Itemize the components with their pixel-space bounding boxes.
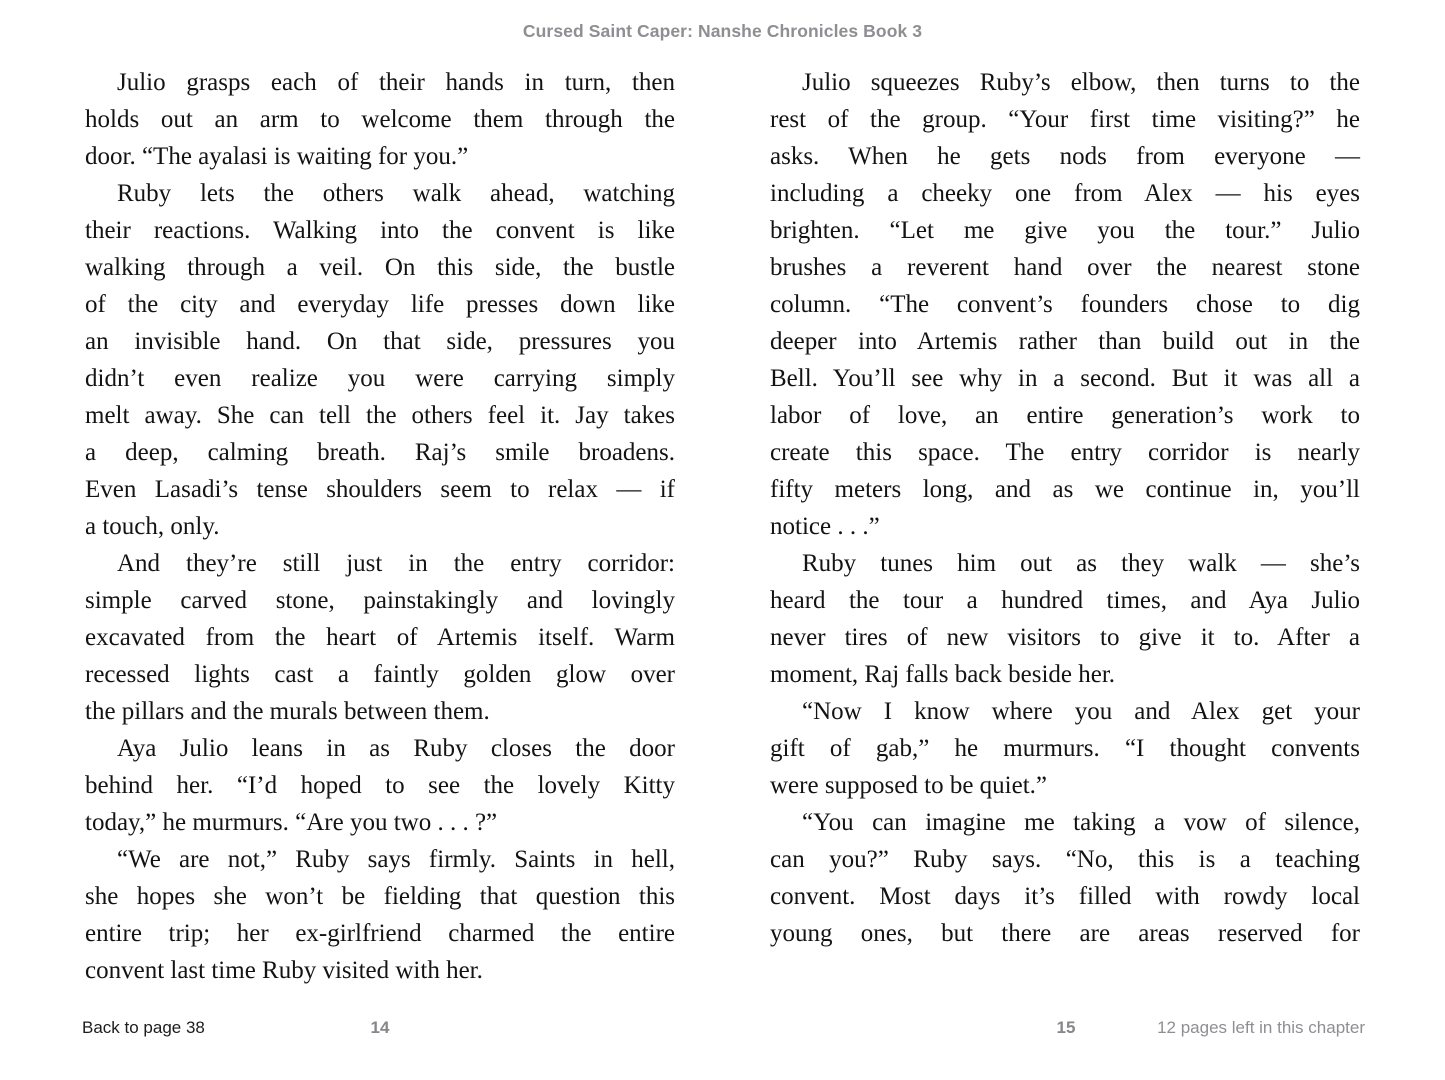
text-line: never tires of new visitors to give it to. After a [770,624,1360,651]
text-line: Ruby lets the others walk ahead, watching [117,180,675,207]
paragraph [770,693,1360,804]
paragraph [85,841,675,989]
text-line: Ruby tunes him out as they walk — she’s [802,550,1360,577]
text-line: moment, Raj falls back beside her. [770,661,1116,688]
text-line: deeper into Artemis rather than build out in the [770,328,1360,355]
text-line: “You can imagine me taking a vow of silence, [802,809,1360,836]
text-line: labor of love, an entire generation’s work to [770,402,1360,429]
text-line: Aya Julio leans in as Ruby closes the door [117,735,675,762]
text-line: a deep, calming breath. Raj’s smile broadens. [85,439,675,466]
text-line: behind her. “I’d hoped to see the lovely Kitty [85,772,675,799]
paragraph [770,804,1360,952]
text-line: convent. Most days it’s filled with rowdy local [770,883,1360,910]
text-line: melt away. She can tell the others feel it. Jay takes [85,402,675,429]
text-line: excavated from the heart of Artemis itself. Warm [85,624,675,651]
page-right [770,64,1360,952]
text-line: an invisible hand. On that side, pressures you [85,328,675,355]
page-number-right: 15 [1056,1018,1076,1037]
text-line: didn’t even realize you were carrying simply [85,365,675,392]
text-line: the pillars and the murals between them. [85,698,490,725]
text-line: simple carved stone, painstakingly and lovingly [85,587,675,614]
text-line: brighten. “Let me give you the tour.” Julio [770,217,1360,244]
text-line: fifty meters long, and as we continue in, you’ll [770,476,1360,503]
text-line: walking through a veil. On this side, the bustle [85,254,675,281]
paragraph [85,545,675,730]
book-title: Cursed Saint Caper: Nanshe Chronicles Book 3 [522,21,923,41]
text-line: notice . . .” [770,513,880,540]
text-line: create this space. The entry corridor is nearly [770,439,1360,466]
text-line: including a cheeky one from Alex — his eyes [770,180,1360,207]
text-line: Bell. You’ll see why in a second. But it was all a [770,365,1360,392]
pages-left-indicator: 12 pages left in this chapter [1157,1018,1365,1037]
text-line: holds out an arm to welcome them through the [85,106,675,133]
paragraph [770,545,1360,693]
text-line: asks. When he gets nods from everyone — [770,143,1360,170]
text-line: recessed lights cast a faintly golden glow over [85,661,675,688]
paragraph [85,730,675,841]
back-to-page-link[interactable]: Back to page 38 [82,1018,205,1037]
text-line: rest of the group. “Your first time visiting?” he [770,106,1360,133]
text-line: “We are not,” Ruby says firmly. Saints in hell, [117,846,675,873]
text-line: young ones, but there are areas reserved for [770,920,1360,947]
text-line: heard the tour a hundred times, and Aya Julio [770,587,1360,614]
text-line: a touch, only. [85,513,220,540]
paragraph [770,64,1360,545]
text-line: Even Lasadi’s tense shoulders seem to relax — if [85,476,675,503]
text-line: their reactions. Walking into the convent is like [85,217,675,244]
text-line: Julio grasps each of their hands in turn, then [117,69,675,96]
text-line: gift of gab,” he murmurs. “I thought convents [770,735,1360,762]
footer-bar [0,1018,1445,1044]
text-line: column. “The convent’s founders chose to dig [770,291,1360,318]
text-line: “Now I know where you and Alex get your [802,698,1360,725]
text-line: of the city and everyday life presses down like [85,291,675,318]
text-line: door. “The ayalasi is waiting for you.” [85,143,469,170]
text-line: today,” he murmurs. “Are you two . . . ?” [85,809,498,836]
paragraph [85,175,675,545]
text-line: entire trip; her ex-girlfriend charmed the entire [85,920,675,947]
text-line: convent last time Ruby visited with her. [85,957,483,984]
page-number-left: 14 [370,1018,390,1037]
text-line: were supposed to be quiet.” [770,772,1048,799]
text-line: she hopes she won’t be fielding that question this [85,883,675,910]
text-line: And they’re still just in the entry corridor: [117,550,675,577]
text-line: brushes a reverent hand over the nearest stone [770,254,1360,281]
text-line: Julio squeezes Ruby’s elbow, then turns to the [802,69,1360,96]
page-left [85,64,675,989]
text-line: can you?” Ruby says. “No, this is a teaching [770,846,1360,873]
paragraph [85,64,675,175]
